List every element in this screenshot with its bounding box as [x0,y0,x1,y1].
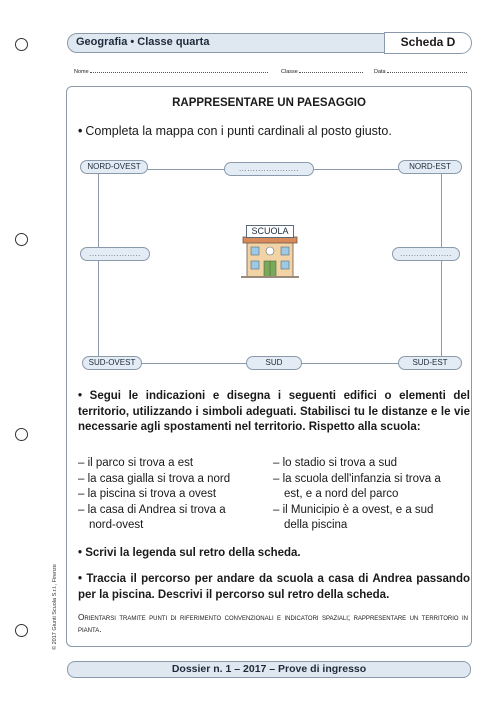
name-field [74,68,268,75]
blank-ovest[interactable]: ................... [80,247,150,261]
school-sign: SCUOLA [246,225,294,238]
date-label: Data [374,69,386,75]
class-field [281,68,363,75]
date-blank [387,68,467,73]
label-sud-est: SUD-EST [398,356,462,370]
exercise-1-instruction: • Completa la mappa con i punti cardinali al posto giusto. [78,124,392,138]
footer-band: Dossier n. 1 – 2017 – Prove di ingresso [67,661,471,678]
direction-item: – il Municipio è a ovest, e a sud [273,503,434,516]
label-nord-ovest: NORD-OVEST [80,160,148,174]
bullet-icon: • [78,124,83,138]
direction-item: – lo stadio si trova a sud [273,457,398,469]
exercise-3-instruction: • Scrivi la legenda sul retro della scheda. [78,547,301,559]
binder-hole-4 [15,624,28,637]
name-blank [90,68,268,73]
direction-item: – la casa gialla si trova a nord [78,472,231,485]
bullet-icon: • [78,390,83,402]
binder-hole-3 [15,428,28,441]
class-blank [299,68,363,73]
subject-title: Geografia • Classe quarta [76,36,210,48]
directions-left [78,456,230,534]
direction-item: est, e a nord del parco [284,488,399,500]
exercise-4-instruction: • Traccia il percorso per andare da scuola a casa di Andrea passando per la piscina. Descrivi il percorso sul retro della scheda. [78,573,470,601]
class-label: Classe [281,69,298,75]
sheet-tab: Scheda D [384,32,472,54]
label-sud-ovest: SUD-OVEST [82,356,142,370]
direction-item: – la piscina si trova a ovest [78,488,217,500]
page-title: RAPPRESENTARE UN PAESAGGIO [172,97,366,109]
label-sud: SUD [246,356,302,370]
date-field [374,68,467,75]
binder-hole-1 [15,38,28,51]
label-nord-est: NORD-EST [398,160,462,174]
binder-hole-2 [15,233,28,246]
direction-item: nord-ovest [89,519,144,531]
bullet-icon: • [78,573,83,585]
bullet-icon: • [78,547,83,559]
direction-item: della piscina [284,519,348,531]
map-left-line [98,169,99,363]
map-right-line [441,169,442,363]
blank-est[interactable]: ................... [392,247,460,261]
exercise-2-instruction: • Segui le indicazioni e disegna i seguenti edifici o elementi del territorio, utilizzando i simboli adeguati. Stabilisci tu le distanze e le vie necessarie agli spostamenti nel territorio. Rispetto alla scuola: [78,390,470,433]
blank-nord[interactable]: ...................... [224,162,314,176]
header-band [67,33,471,53]
direction-item: – la casa di Andrea si trova a [78,503,226,516]
copyright: © 2017 Giunti Scuola S.r.l., Firenze [52,564,58,650]
direction-item: – il parco si trova a est [78,457,194,469]
direction-item: – la scuola dell'infanzia si trova a [273,472,441,485]
name-label: Nome [74,69,89,75]
objective-note: Orientarsi tramite punti di riferimento convenzionali e indicatori spaziali; rappresentare un territorio in pianta. [78,613,468,634]
directions-right [273,456,441,534]
